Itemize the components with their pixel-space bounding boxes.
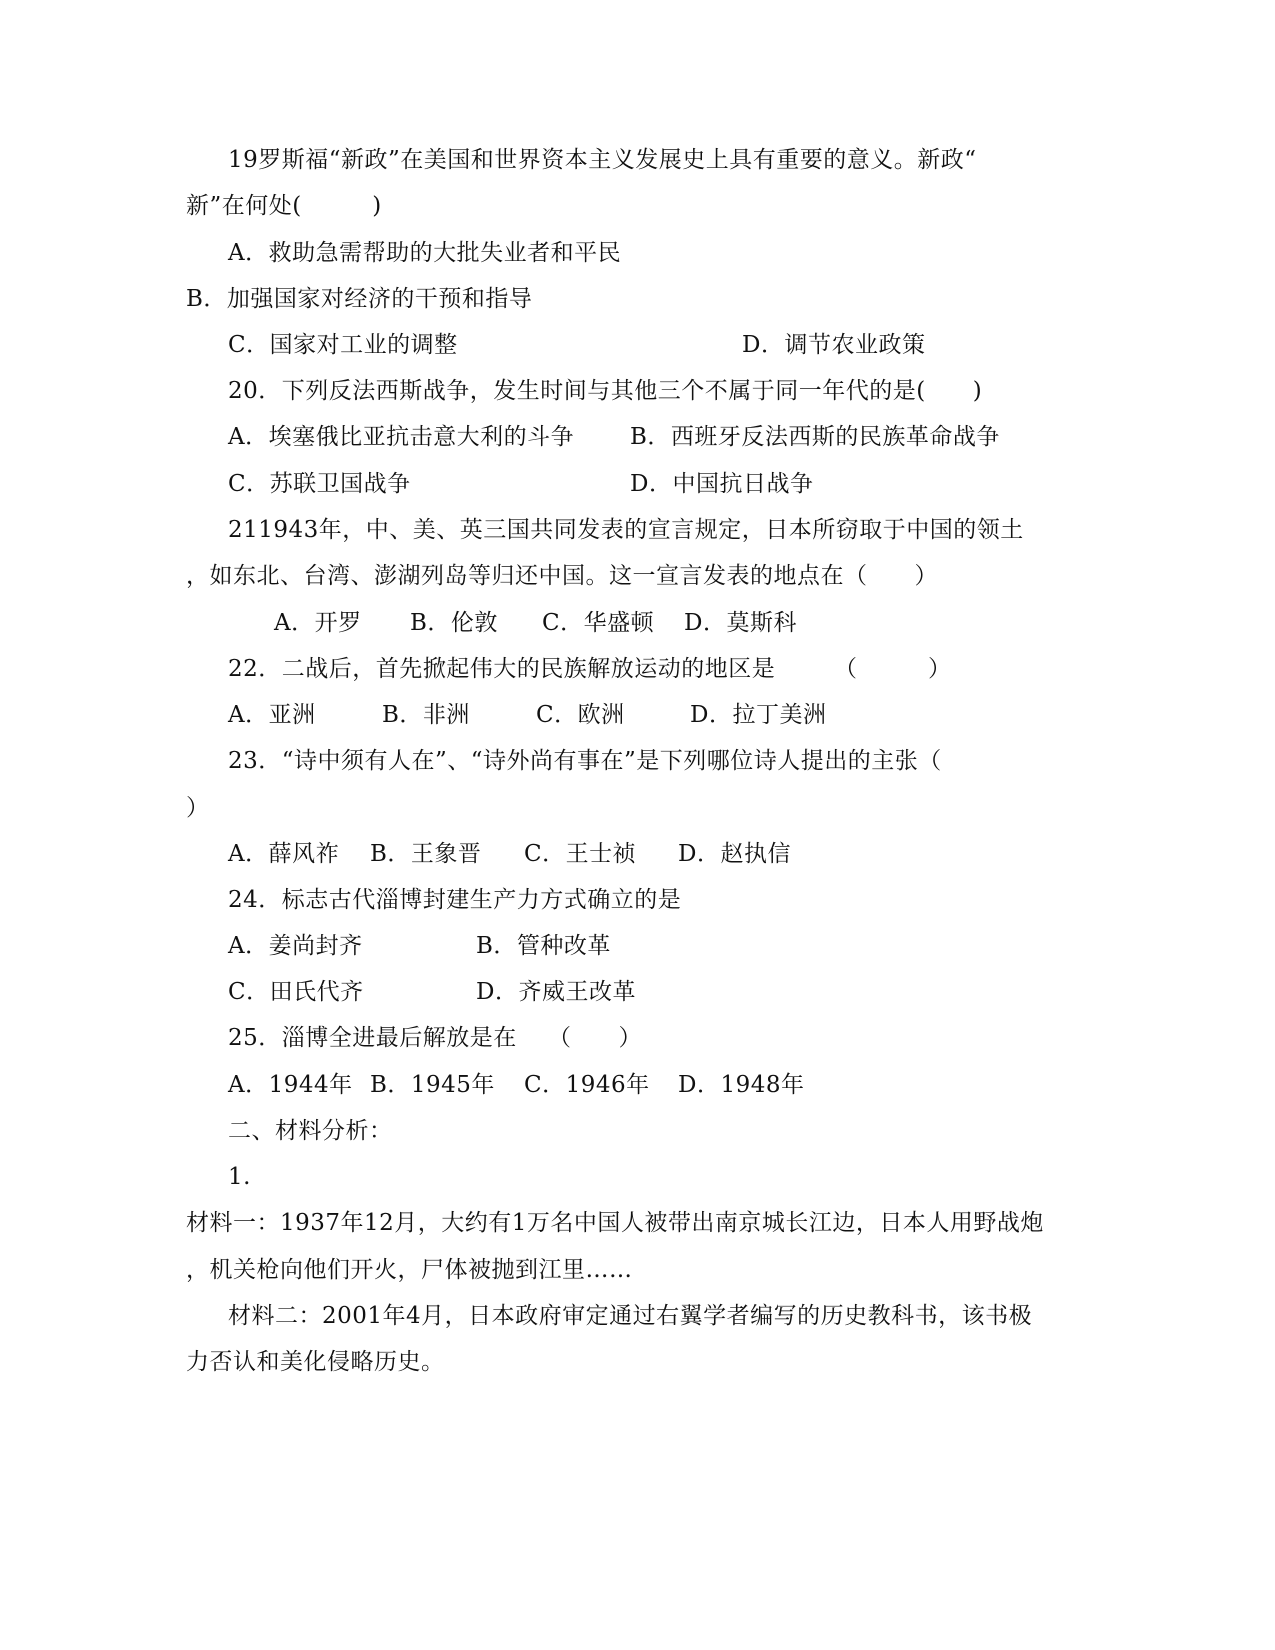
section2-item-number: 1. — [228, 1164, 251, 1190]
q23-option-c: C．王士祯 — [524, 841, 637, 867]
material2-text-2: 力否认和美化侵略历史。 — [186, 1349, 445, 1375]
q19-option-a: A．救助急需帮助的大批失业者和平民 — [228, 240, 622, 266]
q21-option-d: D．莫斯科 — [684, 610, 797, 636]
q23-option-b: B．王象晋 — [370, 841, 482, 867]
q21-stem-text-1: 211943年，中、美、英三国共同发表的宣言规定，日本所窃取于中国的领土 — [228, 517, 1024, 543]
section2-heading: 二、材料分析： — [228, 1118, 393, 1144]
q24-option-a: A．姜尚封齐 — [228, 933, 363, 959]
q19-option-d: D．调节农业政策 — [742, 332, 926, 358]
q21-option-c: C．华盛顿 — [542, 610, 655, 636]
q23-option-a: A．薛风祚 — [228, 841, 340, 867]
q20-stem: 20．下列反法西斯战争，发生时间与其他三个不属于同一年代的是( ) — [228, 378, 983, 404]
q19-stem-text-1: 19罗斯福“新政”在美国和世界资本主义发展史上具有重要的意义。新政“ — [228, 147, 977, 173]
q19-stem-text-2: 新”在何处( ) — [186, 193, 382, 219]
q23-stem-text-2: ） — [186, 795, 210, 821]
q22-option-b: B．非洲 — [382, 702, 470, 728]
q24-stem: 24．标志古代淄博封建生产力方式确立的是 — [228, 887, 682, 913]
q22-option-d: D．拉丁美洲 — [690, 702, 827, 728]
q19-option-c: C．国家对工业的调整 — [228, 332, 458, 358]
q22-answer-paren: （ ） — [834, 656, 952, 682]
q23-option-d: D．赵执信 — [678, 841, 791, 867]
q21-option-b: B．伦敦 — [410, 610, 498, 636]
material1-text-1: 材料一：1937年12月，大约有1万名中国人被带出南京城长江边，日本人用野战炮 — [186, 1210, 1044, 1236]
material1-text-2: ，机关枪向他们开火，尸体被抛到江里…… — [186, 1257, 633, 1283]
q24-option-d: D．齐威王改革 — [476, 979, 636, 1005]
q25-option-a: A．1944年 — [228, 1072, 353, 1098]
q19-option-b: B．加强国家对经济的干预和指导 — [186, 286, 533, 312]
q21-stem-text-2: ，如东北、台湾、澎湖列岛等归还中国。这一宣言发表的地点在（ ） — [186, 563, 938, 589]
q25-stem: 25．淄博全进最后解放是在 — [228, 1025, 517, 1051]
q22-stem: 22．二战后，首先掀起伟大的民族解放运动的地区是 — [228, 656, 776, 682]
q20-option-b: B．西班牙反法西斯的民族革命战争 — [630, 424, 1000, 450]
q25-answer-paren: （ ） — [548, 1025, 642, 1051]
q21-option-a: A．开罗 — [274, 610, 362, 636]
q25-option-b: B．1945年 — [370, 1072, 495, 1098]
q24-option-b: B．管种改革 — [476, 933, 611, 959]
q22-option-c: C．欧洲 — [536, 702, 625, 728]
q20-option-c: C．苏联卫国战争 — [228, 471, 411, 497]
q25-option-d: D．1948年 — [678, 1072, 805, 1098]
q20-option-d: D．中国抗日战争 — [630, 471, 814, 497]
q24-option-c: C．田氏代齐 — [228, 979, 364, 1005]
q22-option-a: A．亚洲 — [228, 702, 316, 728]
q20-option-a: A．埃塞俄比亚抗击意大利的斗争 — [228, 424, 575, 450]
q25-option-c: C．1946年 — [524, 1072, 650, 1098]
material2-text-1: 材料二：2001年4月，日本政府审定通过右翼学者编写的历史教科书，该书极 — [228, 1303, 1033, 1329]
q23-stem-text-1: 23．“诗中须有人在”、“诗外尚有事在”是下列哪位诗人提出的主张（ — [228, 748, 942, 774]
